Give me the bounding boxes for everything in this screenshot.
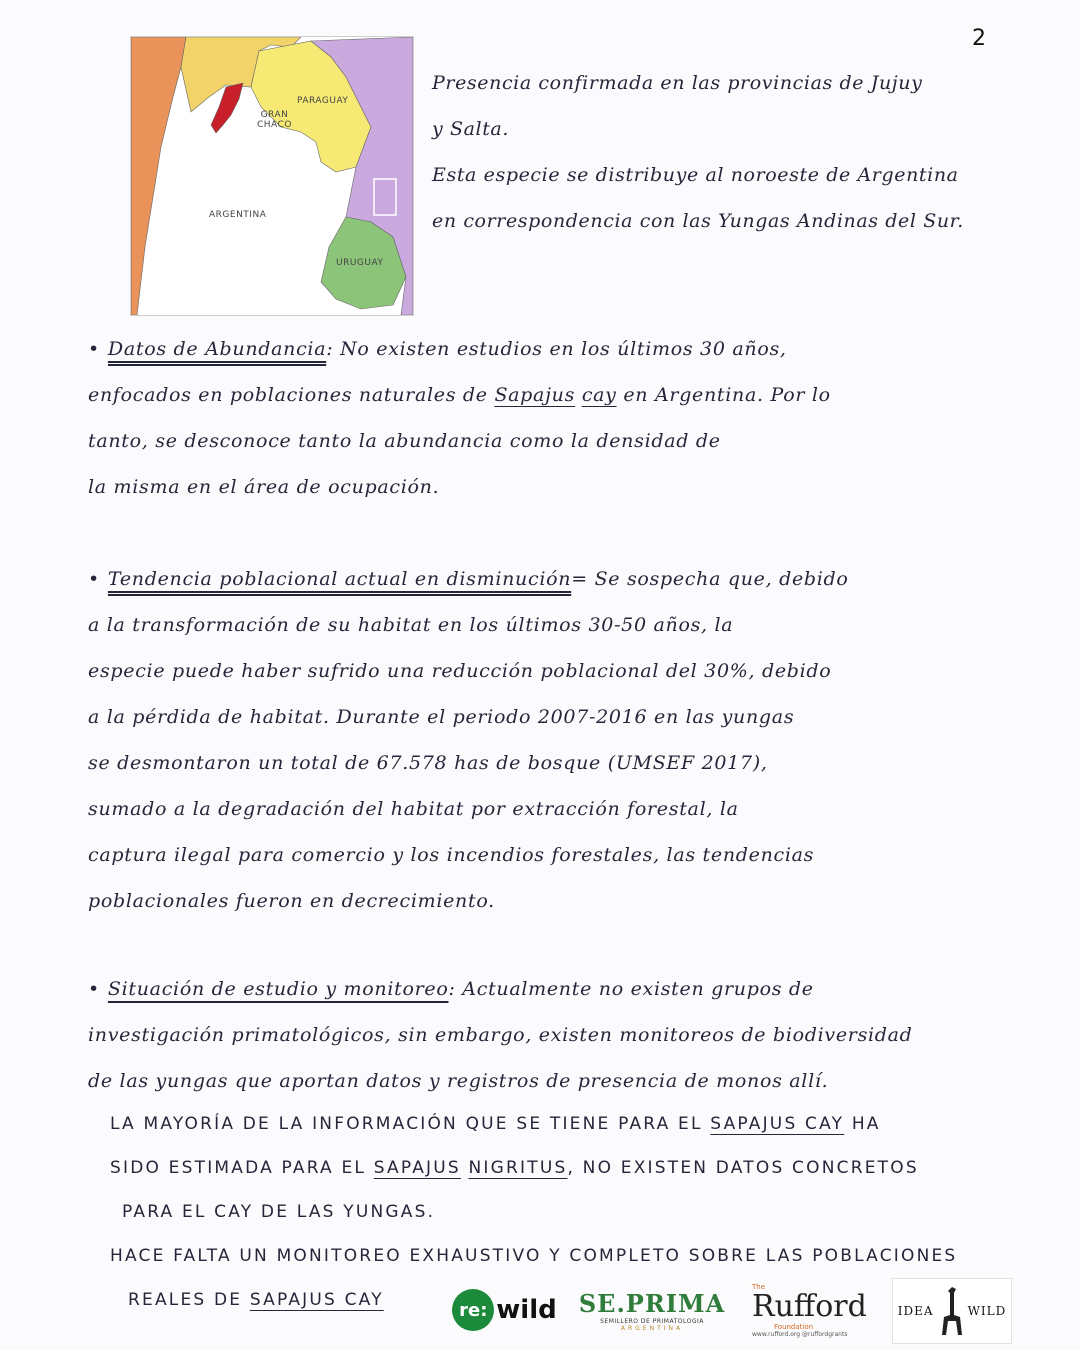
notes-text: SIDO ESTIMADA PARA EL [110, 1158, 374, 1178]
abundance-text: la misma en el área de ocupación. [88, 476, 440, 498]
trend-heading: Tendencia poblacional actual en disminución [107, 568, 572, 590]
abundance-section [88, 326, 1028, 510]
trend-text: a la pérdida de habitat. Durante el periodo 2007-2016 en las yungas [88, 706, 795, 728]
paraguay-label: PARAGUAY [297, 96, 349, 106]
trend-text: se desmontaron un total de 67.578 has de bosque (UMSEF 2017), [88, 752, 768, 774]
trend-text: sumado a la degradación del habitat por extracción forestal, la [88, 798, 739, 820]
intro-line: y Salta. [432, 118, 509, 140]
bullet: • [88, 568, 100, 590]
monitoring-text: : Actualmente no existen grupos de [448, 978, 814, 1000]
seprima-logo [578, 1278, 726, 1342]
idea-wild-logo [892, 1278, 1012, 1344]
species-genus: Sapajus [494, 384, 576, 406]
rewild-mark: re: [452, 1289, 494, 1331]
seprima-title: SE.PRIMA [578, 1288, 726, 1318]
abundance-text: en Argentina. Por lo [616, 384, 831, 406]
notes-text: REALES DE [128, 1290, 250, 1310]
sponsor-logos [452, 1278, 1012, 1344]
trend-text: = Se sospecha que, debido [571, 568, 849, 590]
rufford-word: Rufford [752, 1288, 867, 1324]
notes-text: HA [844, 1114, 881, 1134]
species-name: SAPAJUS CAY [710, 1114, 845, 1134]
rewild-logo [452, 1278, 557, 1342]
giraffe-icon [934, 1285, 968, 1337]
rufford-logo [752, 1278, 882, 1342]
distribution-map [130, 36, 414, 316]
abundance-text: tanto, se desconoce tanto la abundancia como la densidad de [88, 430, 721, 452]
notes-text: PARA EL CAY DE LAS YUNGAS. [122, 1202, 436, 1222]
species-genus: SAPAJUS [373, 1158, 461, 1178]
abundance-text: enfocados en poblaciones naturales de [88, 384, 495, 406]
page-number: 2 [972, 26, 986, 51]
monitoring-text: de las yungas que aportan datos y registros de presencia de monos allí. [88, 1070, 829, 1092]
rufford-web: www.rufford.org @ruffordgrants [752, 1330, 848, 1338]
species-name: SAPAJUS CAY [249, 1290, 384, 1310]
species-epithet: cay [581, 384, 617, 406]
species-epithet: NIGRITUS [468, 1158, 568, 1178]
intro-line: Esta especie se distribuye al noroeste de Argentina [432, 164, 959, 186]
idea-right: WILD [967, 1304, 1007, 1318]
monitoring-heading: Situación de estudio y monitoreo [107, 978, 449, 1000]
abundance-heading: Datos de Abundancia [107, 338, 327, 360]
trend-text: poblacionales fueron en decrecimiento. [88, 890, 495, 912]
trend-section [88, 556, 1028, 924]
notes-text: LA MAYORÍA DE LA INFORMACIÓN QUE SE TIENE PARA EL [110, 1114, 711, 1134]
idea-left: IDEA [897, 1304, 934, 1318]
gran-chaco-label: GRAN CHACO [257, 110, 292, 130]
trend-text: especie puede haber sufrido una reducción poblacional del 30%, debido [88, 660, 832, 682]
rewild-word: wild [496, 1295, 557, 1325]
seprima-country: ARGENTINA [620, 1324, 684, 1332]
abundance-text: : No existen estudios en los últimos 30 años, [326, 338, 787, 360]
notes-text: , NO EXISTEN DATOS CONCRETOS [567, 1158, 919, 1178]
trend-text: captura ilegal para comercio y los incendios forestales, las tendencias [88, 844, 815, 866]
rufford-small: The [752, 1282, 766, 1291]
bullet: • [88, 978, 100, 1000]
intro-text [432, 60, 1032, 244]
notes-text: HACE FALTA UN MONITOREO EXHAUSTIVO Y COMPLETO SOBRE LAS POBLACIONES [110, 1246, 958, 1266]
argentina-label: ARGENTINA [209, 210, 267, 220]
trend-text: a la transformación de su habitat en los últimos 30-50 años, la [88, 614, 734, 636]
seprima-subtitle: SEMILLERO DE PRIMATOLOGIA [600, 1317, 704, 1325]
rufford-subtitle: Foundation [774, 1322, 814, 1331]
monitoring-text: investigación primatológicos, sin embargo, existen monitoreos de biodiversidad [88, 1024, 913, 1046]
uruguay-label: URUGUAY [336, 258, 384, 268]
intro-line: en correspondencia con las Yungas Andinas del Sur. [432, 210, 964, 232]
map-drawing [131, 37, 413, 315]
intro-line: Presencia confirmada en las provincias de Jujuy [432, 72, 923, 94]
monitoring-section [88, 966, 1028, 1104]
bullet: • [88, 338, 100, 360]
